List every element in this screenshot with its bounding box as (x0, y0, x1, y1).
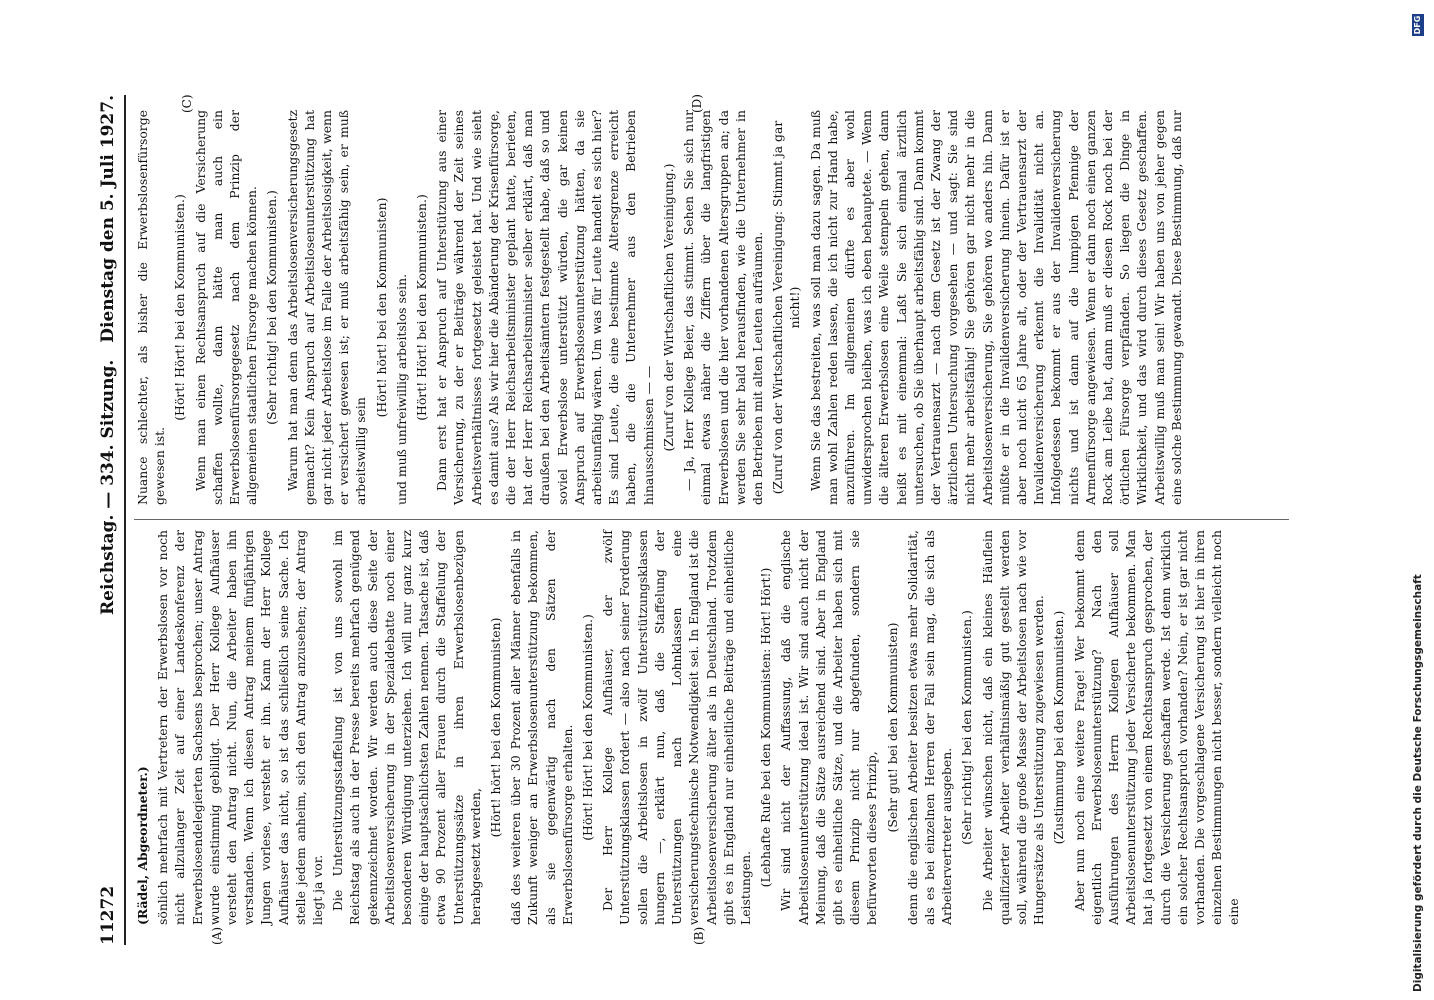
interjection: (Zuruf von der Wirtschaftlichen Vereinigung.) (660, 163, 676, 452)
session-date: Dienstag den 5. Juli 1927. (98, 95, 118, 343)
session-title: Reichstag. — 334. Sitzung. (98, 359, 118, 615)
interjection: (Hört! hört! bei den Kommunisten) (373, 197, 389, 418)
speaker-line: (Rädel, Abgeordneter.) (135, 766, 150, 925)
page-header (92, 95, 126, 945)
interjection: (Hört! Hört! bei den Kommunisten.) (580, 614, 596, 841)
paragraph: Warum hat man denn das Arbeitslosenversicherungsgesetz gemacht? Kein Anspruch auf Arbeitslosenunterstützung hat gar nicht jeder Arbeitslose im Falle der Arbeitslosigkeit, wenn er versichert gewesen ist; er muß arbeitsfähig sein, er muß arbeitswillig sein (284, 110, 369, 505)
document-page (92, 95, 1302, 945)
paragraph: Die Arbeiter wünschen nicht, daß ein kleines Häuflein qualifizierter Arbeiter verhältnismäßig gut gestellt werden soll, während die große Masse der Arbeitslosen nach wie vor Hungersätze als Unterstützung zugewiesen werden. (979, 530, 1047, 925)
page-number: 11272 (98, 885, 118, 945)
interjection: (Hört! hört! bei den Kommunisten) (488, 617, 504, 838)
right-column (134, 110, 1294, 505)
dfg-logo: DFG (1413, 15, 1422, 35)
paragraph: Der Herr Kollege Aufhäuser, der zwölf Unterstützungsklassen fordert — also nach seiner Forderung sollen die Arbeitslosen in zwölf Unterstützungsklassen hungern —, erklärt nun, daß die Staffelung der Unterstützungen nach Lohnklassen eine versicherungstechnische Notwendigkeit sei. In England ist die Arbeitslosenversicherung älter als in Deutschland. Trotzdem gibt es in England nur einheitliche Beiträge und einheitliche Leistungen. (600, 530, 753, 925)
margin-mark-c: (C) (180, 94, 194, 113)
interjection: (Zustimmung bei den Kommunisten.) (1051, 610, 1067, 845)
margin-mark-b: (B) (692, 926, 706, 945)
paragraph: — Ja, Herr Kollege Beier, das stimmt. Sehen Sie sich nur einmal etwas näher die Ziffern über die langfristigen Erwerbslosen und die hier vorhandenen Altersgruppen an; da werden Sie sehr bald herausfinden, wie die Unternehmer in den Betrieben mit alten Leuten aufräumen. (681, 110, 765, 505)
paragraph: Wenn man einen Rechtsanspruch auf die Versicherung schaffen wollte, dann hätte man auch ein Erwerbslosenfürsorgegesetz nach dem Prinzip der allgemeinen staatlichen Fürsorge machen können. (192, 110, 260, 505)
paragraph: denn die englischen Arbeiter besitzen etwas mehr Solidarität, als es bei einzelnen Herren der Fall sein mag, die sich als Arbeitervertreter ausgeben. (904, 530, 955, 925)
interjection: (Sehr richtig! bei den Kommunisten.) (264, 190, 280, 425)
interjection: (Zuruf von der Wirtschaftlichen Vereinigung: Stimmt ja gar nicht!) (770, 120, 803, 495)
margin-mark-d: (D) (690, 94, 704, 113)
header-rule (124, 95, 126, 945)
margin-mark-a: (A) (210, 926, 224, 945)
digitization-credit: Digitalisierung gefördert durch die Deutsche Forschungsgemeinschaft (1412, 574, 1424, 992)
interjection: (Hört! Hört! bei den Kommunisten.) (172, 194, 188, 421)
interjection: (Hört! Hört! bei den Kommunisten.) (414, 194, 430, 421)
paragraph: Dann erst hat er Anspruch auf Unterstützung aus einer Versicherung, zu der er Beiträge während der Zeit seines Arbeitsverhältnisses fortgesetzt geleistet hat. Und wie sieht es damit aus? Als wir hier die Abänderung der Krisenfürsorge, die der Herr Reichsarbeitsminister geplant hatte, berieten, hat der Herr Reichsarbeitsminister selber erklärt, daß man draußen bei den Arbeitsämtern festgestellt habe, daß so und soviel Erwerbslose unterstützt würden, die gar keinen Anspruch auf Erwerbslosenunterstützung hätten, da sie arbeitsunfähig wären. Um was für Leute handelt es sich hier? Es sind Leute, die eine bestimmte Altersgrenze erreicht haben, die die Unternehmer aus den Betrieben hinausschmissen — — (434, 110, 656, 505)
paragraph: Wir sind nicht der Auffassung, daß die englische Arbeitslosenunterstützung ideal ist. Wir sind auch nicht der Meinung, daß die Sätze ausreichend sind. Aber in England gibt es einheitliche Sätze, und die Arbeiter haben sich mit diesem Prinzip nicht nur abgefunden, sondern sie befürworten dieses Prinzip, (778, 530, 880, 925)
interjection: (Lebhafte Rufe bei den Kommunisten: Hört! Hört!) (758, 567, 774, 888)
paragraph: und muß unfreiwillig arbeitslos sein. (393, 273, 409, 505)
paragraph: Wenn Sie das bestreiten, was soll man dazu sagen. Da muß man wohl Zahlen reden lassen, die ich nicht zur Hand habe, anzuführen. Im allgemeinen dürfte es aber wohl unwidersprochen bleiben, was ich eben behauptete. — Wenn die älteren Erwerbslosen eine Weile stempeln gehen, dann heißt es mit einemmal: Laßt Sie sich einmal ärztlich untersuchen, ob Sie überhaupt arbeitsfähig sind. Dann kommt der Vertrauensarzt — nach dem Gesetz ist der Zwang der ärztlichen Untersuchung vorgesehen — und sagt: Sie sind nicht mehr arbeitsfähig! Sie gehören gar nicht mehr in die Arbeitslosenversicherung, Sie gehören wo anders hin. Dann müßte er in die Invalidenversicherung hinein. Dafür ist er aber noch nicht 65 Jahre alt, oder der Vertrauensarzt der Invalidenversicherung erkennt die Invalidität nicht an. Infolgedessen bekommt er aus der Invalidenversicherung nichts und ist dann auf die lumpigen Pfennige der Armenfürsorge angewiesen. Wenn er dann noch einen ganzen Rock am Leibe hat, dann muß er diesen Rock noch bei der örtlichen Fürsorge verpfänden. So liegen die Dinge in Wirklichkeit, und das wird durch dieses Gesetz geschaffen. Arbeitswillig muß man sein! Wir haben uns von jeher gegen eine solche Bestimmung gewandt. Diese Bestimmung, daß nur (807, 110, 1184, 505)
paragraph: Die Unterstützungsstaffelung ist von uns sowohl im Reichstag als auch in der Presse bereits mehrfach genügend gekennzeichnet worden. Wir werden auch diese Seite der Arbeitslosenversicherung in der Spezialdebatte noch einer besonderen Würdigung unterziehen. Ich will nur ganz kurz einige der hauptsächlichsten Zahlen nennen. Tatsache ist, daß etwa 90 Prozent aller Frauen durch die Staffelung der Unterstützungssätze in ihren Erwerbslosenbezügen herabgesetzt werden, (330, 530, 483, 925)
interjection: (Sehr richtig! bei den Kommunisten.) (959, 610, 975, 845)
interjection: (Sehr gut! bei den Kommunisten) (884, 622, 900, 833)
left-column (134, 530, 1294, 925)
paragraph: daß des weiteren über 30 Prozent aller Männer ebenfalls in Zukunft weniger an Erwerbslosenunterstützung bekommen, als sie gegenwärtig nach den Sätzen der Erwerbslosenfürsorge erhalten. (508, 530, 575, 925)
paragraph: Aber nun noch eine weitere Frage! Wer bekommt denn eigentlich Erwerbslosenunterstützung? Nach den Ausführungen des Herrn Kollegen Aufhäuser soll Arbeitslosenunterstützung jeder Versicherte bekommen. Man hat ja fortgesetzt von einem Rechtsanspruch gesprochen, der durch die Versicherung geschaffen werde. Ist denn wirklich ein solcher Rechtsanspruch vorhanden? Nein, er ist gar nicht vorhanden. Die vorgeschlagene Versicherung ist hier in ihren einzelnen Bestimmungen nicht besser, sondern vielleicht noch eine (1071, 530, 1242, 925)
column-divider (134, 519, 1289, 520)
paragraph: sönlich mehrfach mit Vertretern der Erwerbslosen vor noch nicht allzulanger Zeit auf einer Landeskonferenz der Erwerbslosendelegierten Sachsens besprochen; unser Antrag wurde einstimmig gebilligt. Der Herr Kollege Aufhäuser versteht den Antrag nicht. Nun, die Arbeiter haben ihn verstanden. Wenn ich diesen Antrag meinem fünfjährigen Jungen vorlese, versteht er ihn. Kann der Herr Kollege Aufhäuser das nicht, so ist das schließlich seine Sache. Ich stelle jedem anheim, sich den Antrag anzusehen; der Antrag liegt ja vor. (155, 530, 326, 925)
paragraph: Nuance schlechter, als bisher die Erwerbslosenfürsorge gewesen ist. (135, 110, 168, 505)
